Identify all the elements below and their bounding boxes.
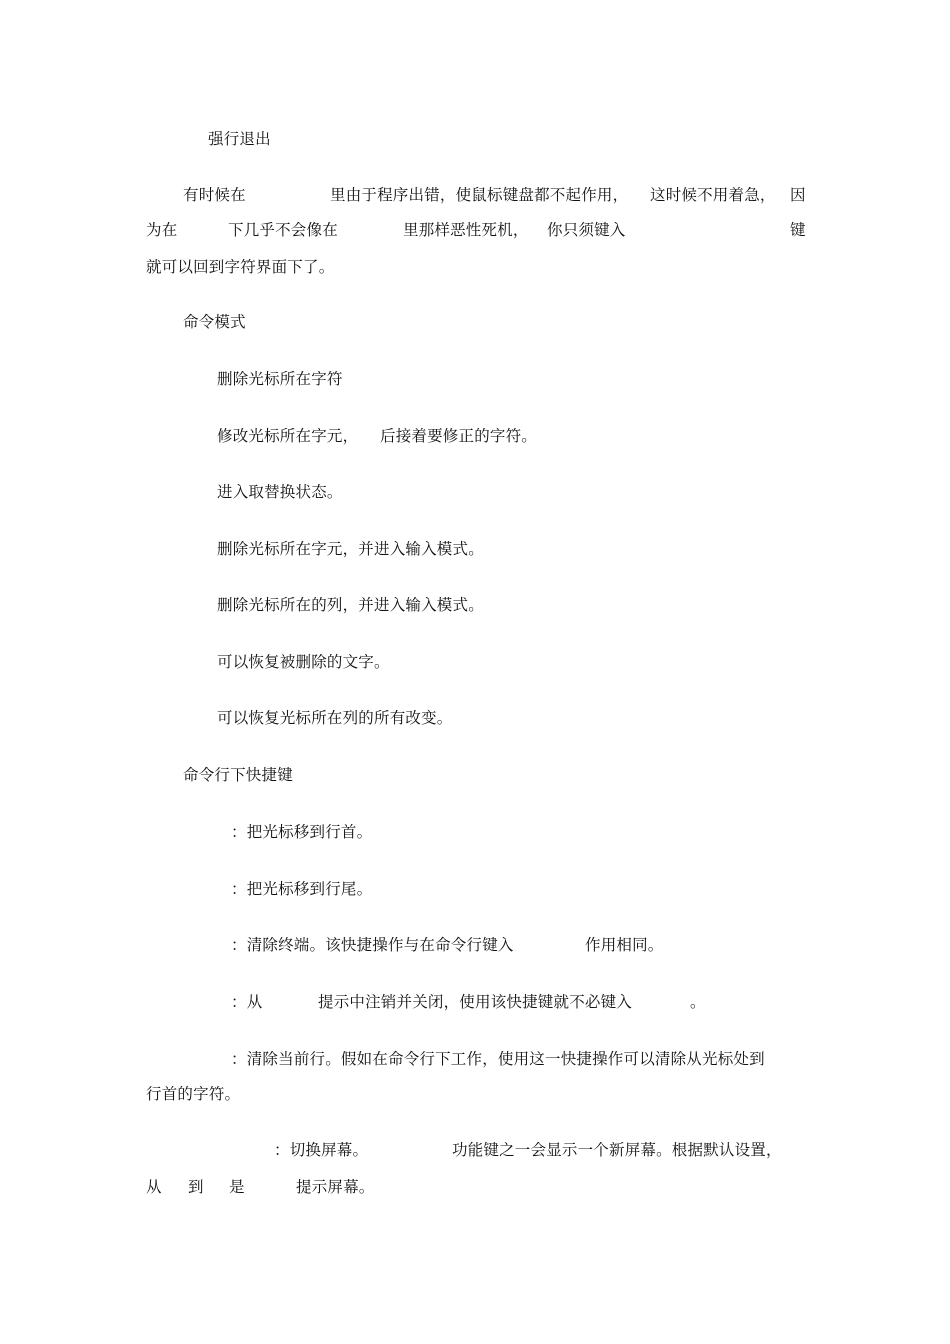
paragraph-text: 就可以回到字符界面下了。 bbox=[146, 258, 335, 276]
shortcut-item: 作用相同。 bbox=[585, 936, 664, 954]
paragraph-text: 因 bbox=[790, 186, 806, 204]
paragraph-text: 有时候在 bbox=[183, 186, 246, 204]
heading-shortcuts: 命令行下快捷键 bbox=[183, 766, 293, 784]
shortcut-item: ：从 bbox=[231, 993, 263, 1011]
heading-force-quit: 强行退出 bbox=[208, 130, 271, 148]
shortcut-item: 功能键之一会显示一个新屏幕。根据默认设置， bbox=[452, 1141, 782, 1159]
shortcut-item: 到 bbox=[188, 1178, 204, 1196]
command-item: 删除光标所在的列，并进入输入模式。 bbox=[217, 596, 484, 614]
command-item: 可以恢复光标所在列的所有改变。 bbox=[217, 709, 453, 727]
paragraph-text: 下几乎不会像在 bbox=[228, 221, 338, 239]
paragraph-text: 里那样恶性死机， bbox=[403, 221, 529, 239]
shortcut-item: ：把光标移到行尾。 bbox=[231, 880, 373, 898]
shortcut-item: 。 bbox=[690, 993, 706, 1011]
shortcut-item: ：清除终端。该快捷操作与在命令行键入 bbox=[231, 936, 514, 954]
command-item: 可以恢复被删除的文字。 bbox=[217, 653, 390, 671]
heading-command-mode: 命令模式 bbox=[183, 313, 246, 331]
command-item: 修改光标所在字元， bbox=[217, 427, 359, 445]
shortcut-item: ：把光标移到行首。 bbox=[231, 823, 373, 841]
paragraph-text: 里由于程序出错，使鼠标键盘都不起作用， bbox=[330, 186, 629, 204]
paragraph-text: 为在 bbox=[146, 221, 178, 239]
shortcut-item: ：清除当前行。假如在命令行下工作，使用这一快捷操作可以清除从光标处到 bbox=[231, 1050, 765, 1068]
command-item: 进入取替换状态。 bbox=[217, 483, 343, 501]
shortcut-item: 行首的字符。 bbox=[146, 1085, 241, 1103]
shortcut-item: 提示中注销并关闭，使用该快捷键就不必键入 bbox=[318, 993, 633, 1011]
command-item: 删除光标所在字符 bbox=[217, 370, 343, 388]
command-item: 删除光标所在字元，并进入输入模式。 bbox=[217, 540, 484, 558]
shortcut-item: 是 bbox=[229, 1178, 245, 1196]
paragraph-text: 键 bbox=[790, 221, 806, 239]
shortcut-item: ：切换屏幕。 bbox=[274, 1141, 369, 1159]
paragraph-text: 这时候不用着急， bbox=[650, 186, 776, 204]
shortcut-item: 从 bbox=[146, 1178, 162, 1196]
shortcut-item: 提示屏幕。 bbox=[296, 1178, 375, 1196]
command-item: 后接着要修正的字符。 bbox=[380, 427, 538, 445]
paragraph-text: 你只须键入 bbox=[547, 221, 626, 239]
